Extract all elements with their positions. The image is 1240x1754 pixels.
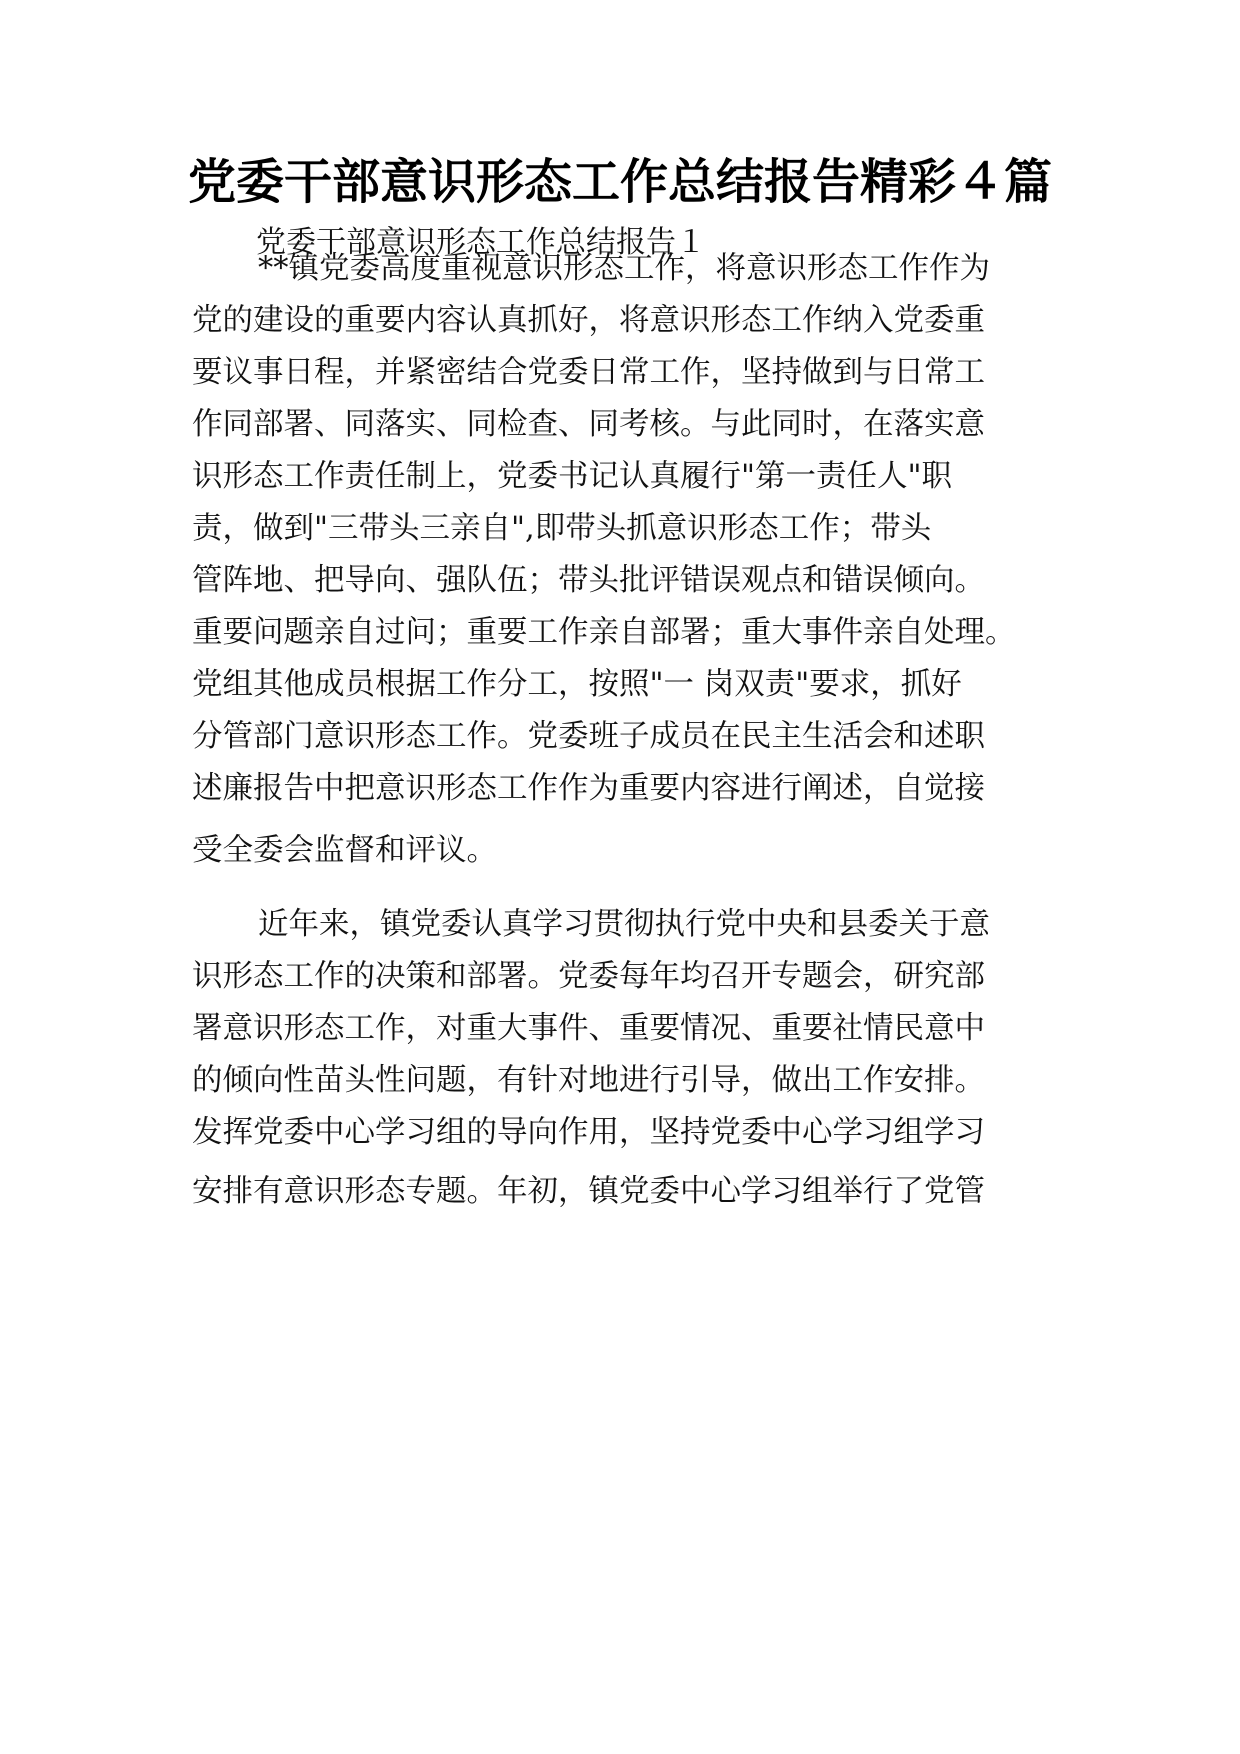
paragraph-line: 受全委会监督和评议。 xyxy=(192,833,497,868)
paragraph-line: 分管部门意识形态工作。党委班子成员在民主生活会和述职 xyxy=(192,719,985,754)
paragraph-line: 的倾向性苗头性问题，有针对地进行引导，做出工作安排。 xyxy=(192,1063,985,1098)
paragraph-line: 作同部署、同落实、同检查、同考核。与此同时，在落实意 xyxy=(192,407,985,442)
paragraph-line: 署意识形态工作，对重大事件、重要情况、重要社情民意中 xyxy=(192,1011,985,1046)
paragraph-line: 安排有意识形态专题。年初，镇党委中心学习组举行了党管 xyxy=(192,1174,985,1209)
section-heading: 党委干部意识形态工作总结报告１ xyxy=(256,225,706,260)
paragraph-line: 发挥党委中心学习组的导向作用，坚持党委中心学习组学习 xyxy=(192,1115,985,1150)
paragraph-line: **镇党委高度重视意识形态工作，将意识形态工作作为 xyxy=(258,251,990,286)
paragraph-line: 管阵地、把导向、强队伍；带头批评错误观点和错误倾向。 xyxy=(192,563,985,598)
paragraph-line: 近年来，镇党委认真学习贯彻执行党中央和县委关于意 xyxy=(258,907,990,942)
document-title: 党委干部意识形态工作总结报告精彩４篇 xyxy=(187,154,1052,210)
paragraph-line: 党的建设的重要内容认真抓好，将意识形态工作纳入党委重 xyxy=(192,303,985,338)
paragraph-line: 责，做到"三带头三亲自",即带头抓意识形态工作；带头 xyxy=(192,511,932,546)
paragraph-line: 识形态工作责任制上，党委书记认真履行"第一责任人"职 xyxy=(192,459,953,494)
paragraph-line: 识形态工作的决策和部署。党委每年均召开专题会，研究部 xyxy=(192,959,985,994)
paragraph-line: 党组其他成员根据工作分工，按照"一 岗双责"要求，抓好 xyxy=(192,667,962,702)
paragraph-line: 述廉报告中把意识形态工作作为重要内容进行阐述，自觉接 xyxy=(192,771,985,806)
paragraph-line: 要议事日程，并紧密结合党委日常工作，坚持做到与日常工 xyxy=(192,355,985,390)
paragraph-line: 重要问题亲自过问；重要工作亲自部署；重大事件亲自处理。 xyxy=(192,615,1016,650)
